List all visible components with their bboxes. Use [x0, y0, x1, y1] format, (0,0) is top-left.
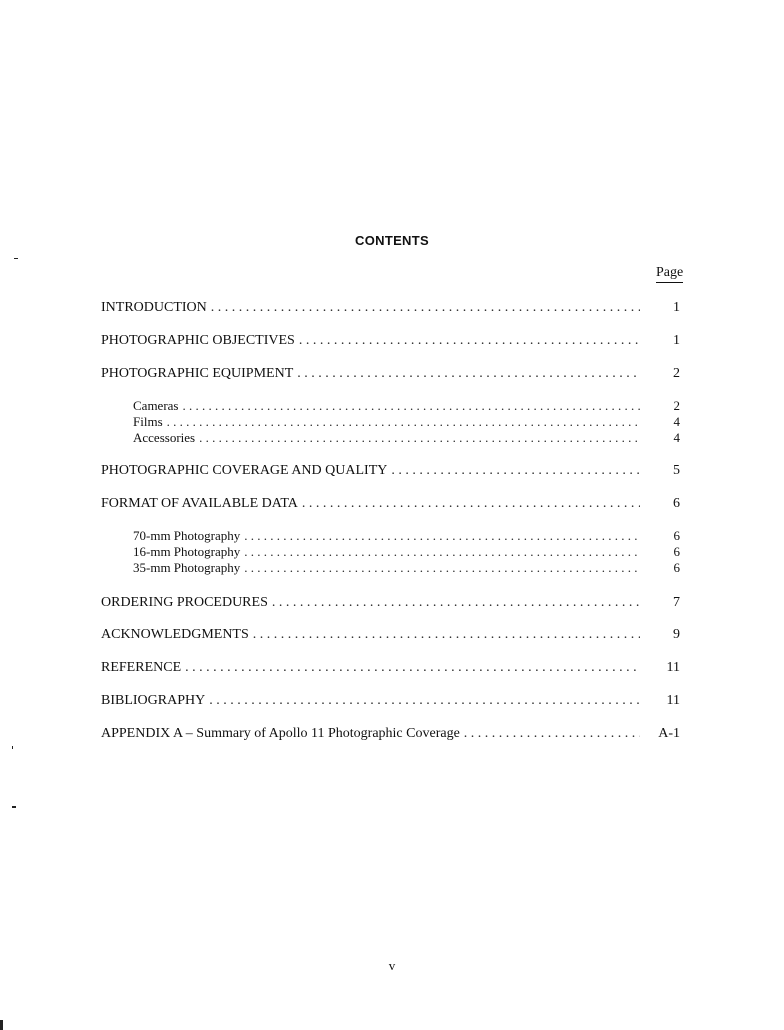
toc-entry-photographic-coverage[interactable]: [101, 462, 680, 479]
toc-entry-label: 70-mm Photography: [133, 528, 241, 543]
leader-dots: [185, 659, 640, 676]
toc-entry-page: 6: [673, 544, 680, 559]
toc-entry-page: 1: [673, 300, 680, 315]
toc-entry-label: ACKNOWLEDGMENTS: [101, 627, 249, 642]
leader-dots: [209, 692, 640, 709]
toc-entry-ordering-procedures[interactable]: [101, 594, 680, 611]
leader-dots: [391, 462, 640, 479]
toc-subentry-35mm[interactable]: [133, 560, 680, 576]
toc-entry-label: PHOTOGRAPHIC OBJECTIVES: [101, 333, 295, 348]
leader-dots: [297, 365, 640, 382]
toc-entry-photographic-equipment[interactable]: [101, 365, 680, 382]
leader-dots: [302, 495, 640, 512]
toc-entry-label: Cameras: [133, 398, 179, 413]
toc-entry-label: REFERENCE: [101, 660, 182, 675]
toc-entry-page: 2: [673, 398, 680, 413]
scan-mark: [12, 746, 13, 749]
leader-dots: [199, 430, 640, 446]
toc-entry-page: 7: [673, 595, 680, 610]
toc-entry-page: 9: [673, 627, 680, 642]
leader-dots: [182, 398, 640, 414]
leader-dots: [244, 528, 640, 544]
toc-entry-page: 4: [673, 414, 680, 429]
toc-entry-page: 5: [673, 463, 680, 478]
leader-dots: [244, 560, 640, 576]
toc-entry-page: 6: [673, 496, 680, 511]
toc-entry-acknowledgments[interactable]: [101, 626, 680, 643]
toc-entry-page: 2: [673, 366, 680, 381]
toc-entry-label: APPENDIX A – Summary of Apollo 11 Photographic Coverage: [101, 726, 460, 741]
leader-dots: [253, 626, 640, 643]
page-title: CONTENTS: [355, 233, 429, 248]
scan-mark: [12, 806, 16, 808]
toc-entry-label: Accessories: [133, 430, 196, 445]
toc-entry-page: 4: [673, 430, 680, 445]
toc-entry-photographic-objectives[interactable]: [101, 332, 680, 349]
toc-subentry-films[interactable]: [133, 414, 680, 430]
leader-dots: [464, 725, 640, 742]
toc-entry-label: PHOTOGRAPHIC EQUIPMENT: [101, 366, 294, 381]
page-column-heading: Page: [656, 265, 683, 283]
toc-entry-introduction[interactable]: [101, 299, 680, 316]
toc-entry-page: 6: [673, 560, 680, 575]
toc-entry-label: BIBLIOGRAPHY: [101, 693, 206, 708]
toc-entry-appendix-a[interactable]: [101, 725, 680, 742]
toc-entry-reference[interactable]: [101, 659, 680, 676]
toc-subentry-16mm[interactable]: [133, 544, 680, 560]
toc-subentry-cameras[interactable]: [133, 398, 680, 414]
toc-entry-page: 11: [666, 660, 680, 675]
toc-entry-format-of-available-data[interactable]: [101, 495, 680, 512]
toc-entry-page: 11: [666, 693, 680, 708]
toc-subentry-accessories[interactable]: [133, 430, 680, 446]
scan-mark: [0, 1020, 3, 1030]
toc-entry-label: FORMAT OF AVAILABLE DATA: [101, 496, 298, 511]
scan-mark: [14, 258, 18, 259]
toc-entry-label: PHOTOGRAPHIC COVERAGE AND QUALITY: [101, 463, 388, 478]
toc-entry-label: INTRODUCTION: [101, 300, 207, 315]
leader-dots: [167, 414, 640, 430]
toc-entry-label: 35-mm Photography: [133, 560, 241, 575]
toc-entry-bibliography[interactable]: [101, 692, 680, 709]
leader-dots: [211, 299, 640, 316]
toc-entry-label: ORDERING PROCEDURES: [101, 595, 268, 610]
leader-dots: [272, 594, 640, 611]
toc-entry-page: 1: [673, 333, 680, 348]
toc-subentry-70mm[interactable]: [133, 528, 680, 544]
toc-entry-label: Films: [133, 414, 163, 429]
toc-entry-page: 6: [673, 528, 680, 543]
toc-entry-page: A-1: [658, 726, 680, 741]
footer-page-number: v: [388, 958, 396, 973]
leader-dots: [299, 332, 640, 349]
leader-dots: [244, 544, 640, 560]
toc-entry-label: 16-mm Photography: [133, 544, 241, 559]
